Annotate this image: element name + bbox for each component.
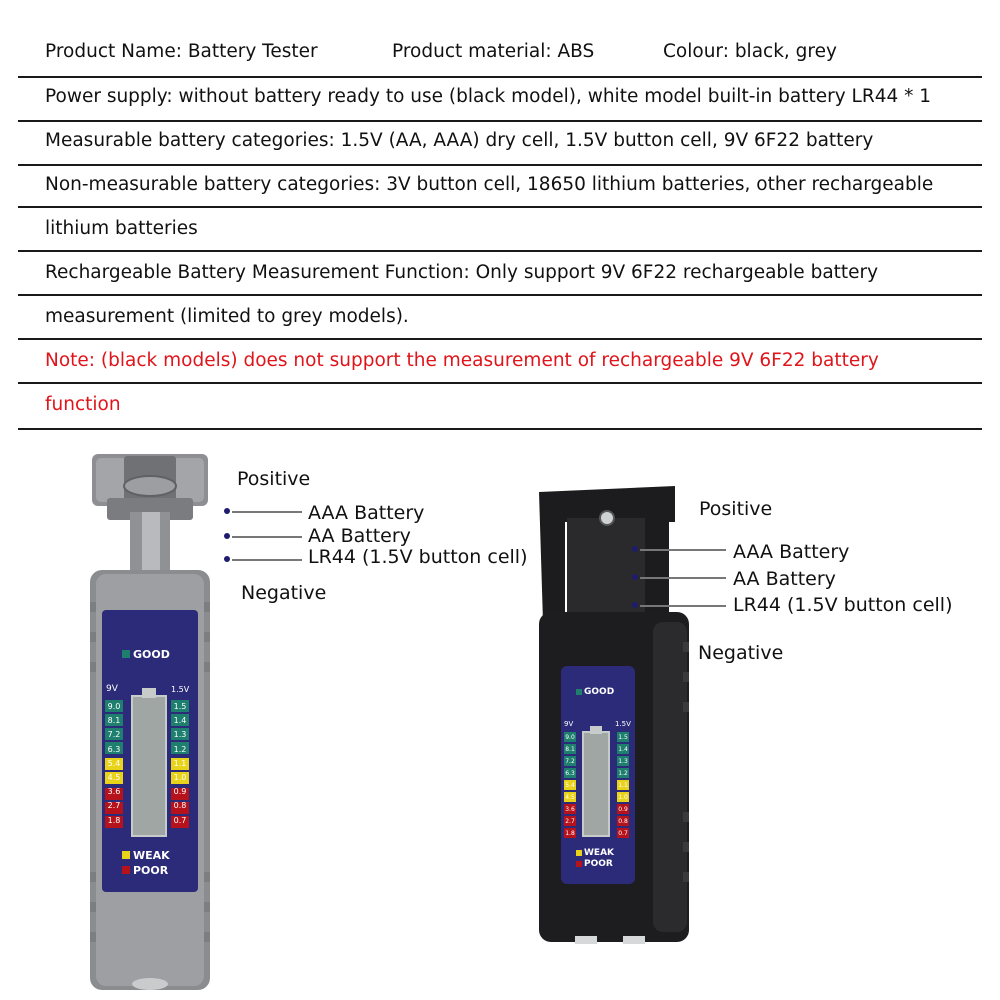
black-scale-9v-value: 7.2 [565,758,575,765]
grey-scale-15v-value: 0.8 [173,801,187,811]
spec-row-note-2 [18,382,982,430]
black-positive-label: Positive [699,498,773,520]
black-scale-15v-value: 0.7 [618,830,628,837]
grey-aaa-line [232,511,302,513]
grey-poor-label: POOR [133,864,169,877]
spec-row-non-measurable-2 [18,206,982,252]
black-scale-9v-value: 2.7 [565,818,575,825]
black-tester-illustration [535,482,695,952]
grey-lr44-label: LR44 (1.5V button cell) [308,546,528,568]
grey-aa-label: AA Battery [308,525,411,547]
spec-row-power [18,76,982,122]
black-battery-tester [535,482,695,952]
grey-scale-15v-value: 1.2 [173,744,187,754]
rechargeable-continued: measurement (limited to grey models). [45,306,409,327]
grey-scale-9v-value: 6.3 [107,744,121,754]
grey-tester-illustration [72,452,222,992]
grey-scale-9v-value: 5.4 [107,758,121,768]
non-measurable-categories: Non-measurable battery categories: 3V button cell, 18650 lithium batteries, other rechargeable [45,174,934,195]
note-text: Note: (black models) does not support the measurement of rechargeable 9V 6F22 battery [45,350,879,371]
rechargeable-function: Rechargeable Battery Measurement Function: Only support 9V 6F22 rechargeable battery [45,262,879,283]
grey-scale-15v [171,700,189,828]
black-aa-dot [632,574,638,580]
black-scale-15v-value: 1.0 [618,794,628,801]
grey-scale-9v-value: 2.7 [107,801,121,811]
black-lr44-label: LR44 (1.5V button cell) [733,594,953,616]
black-scale-9v-value: 5.4 [565,782,575,789]
product-colour: Colour: black, grey [663,41,837,62]
grey-negative-label: Negative [241,582,327,604]
black-good-label: GOOD [584,687,615,697]
grey-scale-15v-value: 1.0 [173,773,187,783]
grey-aa-dot [224,533,230,539]
spec-row-rechargeable-2 [18,294,982,340]
black-lr44-line [640,605,726,607]
grey-aaa-dot [224,508,230,514]
spec-row-rechargeable-1 [18,250,982,296]
grey-15v-label: 1.5V [171,685,190,694]
black-scale-15v-value: 0.9 [618,806,628,813]
black-scale-15v-value: 1.3 [618,758,628,765]
black-15v-label: 1.5V [615,720,631,728]
grey-scale-9v-value: 9.0 [107,702,121,711]
black-scale-9v-value: 8.1 [565,746,575,753]
black-aa-line [640,577,726,579]
black-aaa-label: AAA Battery [733,541,850,563]
black-poor-label: POOR [584,859,613,869]
grey-scale-9v-value: 8.1 [107,716,121,726]
grey-scale-9v-value: 4.5 [107,773,121,783]
black-aa-label: AA Battery [733,568,836,590]
non-measurable-continued: lithium batteries [45,218,198,239]
grey-scale-9v [105,700,123,828]
black-weak-label: WEAK [584,848,615,858]
black-scale-9v-value: 6.3 [565,770,575,777]
grey-aa-line [232,536,302,538]
measurable-categories: Measurable battery categories: 1.5V (AA, AAA) dry cell, 1.5V button cell, 9V 6F22 battery [45,130,874,151]
power-supply: Power supply: without battery ready to use (black model), white model built-in battery LR44 * 1 [45,86,932,107]
black-aaa-line [640,549,726,551]
grey-scale-15v-value: 0.9 [173,787,187,797]
black-scale-15v [617,732,629,840]
black-scale-15v-value: 1.2 [618,770,628,777]
black-9v-label: 9V [564,720,574,728]
black-aaa-dot [632,546,638,552]
spec-row-non-measurable-1 [18,164,982,208]
black-scale-15v-value: 1.1 [618,782,628,789]
grey-scale-9v-value: 3.6 [107,787,121,797]
black-scale-9v-value: 1.8 [565,830,575,837]
black-scale-15v-value: 0.8 [618,818,628,825]
black-scale-15v-value: 1.4 [618,746,628,753]
grey-positive-label: Positive [237,468,311,490]
black-scale-9v-value: 4.5 [565,794,575,801]
grey-scale-15v-value: 1.1 [173,758,187,768]
spec-row-measurable [18,120,982,166]
product-material: Product material: ABS [392,41,595,62]
grey-lr44-line [232,559,302,561]
grey-scale-15v-value: 1.5 [173,702,187,711]
product-name: Product Name: Battery Tester [45,41,318,62]
black-lr44-dot [632,602,638,608]
grey-scale-15v-value: 1.4 [173,716,187,726]
grey-9v-label: 9V [106,684,118,694]
black-negative-label: Negative [698,642,784,664]
note-continued: function [45,394,121,415]
grey-good-label: GOOD [133,648,170,661]
grey-weak-label: WEAK [133,849,170,862]
black-scale-9v [564,732,576,840]
spec-row-note-1 [18,338,982,384]
grey-scale-9v-value: 7.2 [107,730,121,740]
grey-aaa-label: AAA Battery [308,502,425,524]
black-scale-15v-value: 1.5 [618,734,628,741]
grey-scale-15v-value: 0.7 [173,815,187,825]
spec-row-product [18,32,982,78]
grey-battery-tester [72,452,222,992]
black-scale-9v-value: 3.6 [565,806,575,813]
grey-scale-15v-value: 1.3 [173,730,187,740]
grey-lr44-dot [224,556,230,562]
grey-scale-9v-value: 1.8 [107,815,121,825]
black-scale-9v-value: 9.0 [565,734,575,741]
